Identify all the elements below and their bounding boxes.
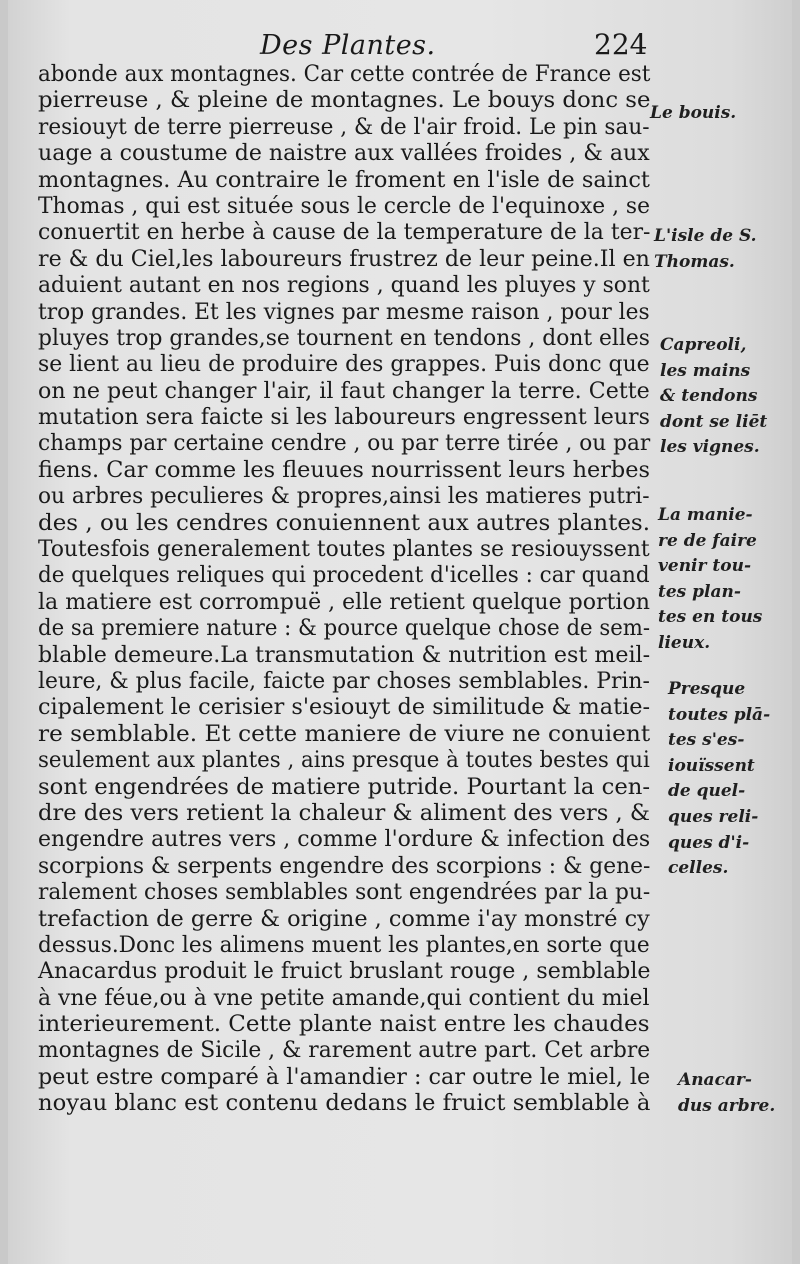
body-text bbox=[38, 62, 658, 1118]
text-line: re & du Ciel,les laboureurs frustrez de leur peine.Il en bbox=[38, 246, 650, 272]
text-line: interieurement. Cette plante naist entre les chaudes bbox=[38, 1012, 650, 1038]
running-title: Des Plantes. bbox=[260, 30, 436, 61]
text-line: pierreuse , & pleine de montagnes. Le bouys donc se bbox=[38, 88, 651, 114]
text-line: trefaction de gerre & origine , comme i'ay monstré cy bbox=[38, 906, 650, 932]
text-line: dessus.Donc les alimens muent les plantes,en sorte que bbox=[38, 932, 650, 958]
margin-note-line: iouïssent bbox=[668, 755, 755, 776]
text-line: Anacardus produit le fruict bruslant rouge , semblable bbox=[38, 959, 651, 985]
margin-note-line: tes plan- bbox=[658, 581, 741, 602]
text-line: champs par certaine cendre , ou par terre tirée , ou par bbox=[38, 431, 651, 457]
text-line: sont engendrées de matiere putride. Pourtant la cen- bbox=[38, 774, 651, 800]
text-line: ou arbres peculieres & propres,ainsi les matieres putri- bbox=[38, 484, 650, 510]
margin-note-maniere bbox=[658, 503, 762, 657]
margin-note-line: lieux. bbox=[658, 632, 711, 653]
text-line: uage a coustume de naistre aux vallées froides , & aux bbox=[38, 141, 650, 167]
text-line: trop grandes. Et les vignes par mesme raison , pour les bbox=[38, 299, 650, 325]
text-line: engendre autres vers , comme l'ordure & infection des bbox=[38, 827, 651, 853]
text-line: resiouyt de terre pierreuse , & de l'air froid. Le pin sau- bbox=[38, 114, 650, 140]
text-line: fiens. Car comme les fleuues nourrissent leurs herbes bbox=[38, 457, 650, 483]
margin-note-capreoli bbox=[660, 333, 767, 461]
margin-note-anacardus bbox=[678, 1068, 775, 1119]
margin-note-line: Thomas. bbox=[654, 251, 735, 272]
margin-note-line: L'isle de S. bbox=[654, 226, 757, 246]
text-line: dre des vers retient la chaleur & aliment des vers , & bbox=[38, 800, 651, 826]
book-page bbox=[8, 0, 792, 1264]
text-line: noyau blanc est contenu dedans le fruict semblable à bbox=[38, 1091, 651, 1117]
text-line: peut estre comparé à l'amandier : car outre le miel, le bbox=[38, 1064, 651, 1090]
margin-note-line: les vignes. bbox=[660, 437, 760, 458]
margin-note-line: dont se liēt bbox=[660, 411, 768, 432]
margin-note-line: Presque bbox=[668, 679, 746, 699]
margin-note-line: venir tou- bbox=[658, 556, 751, 577]
margin-note-line: Capreoli, bbox=[660, 335, 747, 355]
text-line: scorpions & serpents engendre des scorpions : & gene- bbox=[38, 853, 651, 879]
text-line: de sa premiere nature : & pource quelque chose de sem- bbox=[38, 616, 651, 642]
margin-note-line: tes s'es- bbox=[668, 730, 745, 751]
margin-note-line: re de faire bbox=[658, 530, 757, 551]
page-number: 224 bbox=[594, 28, 648, 61]
margin-note-line: tes en tous bbox=[658, 607, 763, 628]
text-line: re semblable. Et cette maniere de viure ne conuient bbox=[38, 721, 651, 747]
margin-note-line: de quel- bbox=[668, 781, 746, 802]
text-line: Toutesfois generalement toutes plantes se resiouyssent bbox=[38, 537, 650, 563]
text-line: montagnes. Au contraire le froment en l'isle de sainct bbox=[38, 167, 650, 193]
text-line: blable demeure.La transmutation & nutrition est meil- bbox=[38, 642, 651, 668]
margin-note-line: La manie- bbox=[658, 505, 753, 525]
margin-note-line: dus arbre. bbox=[678, 1095, 776, 1116]
text-line: pluyes trop grandes,se tournent en tendons , dont elles bbox=[38, 325, 650, 351]
margin-note-line: Le bouis. bbox=[650, 103, 737, 123]
text-line: mutation sera faicte si les laboureurs engressent leurs bbox=[38, 405, 650, 431]
margin-note-line: les mains bbox=[660, 360, 751, 381]
margin-note-isle-thomas bbox=[654, 224, 757, 275]
margin-note-line: ques d'i- bbox=[668, 832, 750, 853]
text-line: se lient au lieu de produire des grappes. Puis donc que bbox=[38, 352, 650, 378]
margin-note-bouis bbox=[650, 101, 736, 127]
text-line: Thomas , qui est située sous le cercle de l'equinoxe , se bbox=[38, 193, 651, 219]
text-line: cipalement le cerisier s'esiouyt de similitude & matie- bbox=[38, 695, 651, 721]
margin-note-line: & tendons bbox=[660, 386, 758, 407]
text-line: on ne peut changer l'air, il faut changer la terre. Cette bbox=[38, 378, 650, 404]
text-line: leure, & plus facile, faicte par choses semblables. Prin- bbox=[38, 668, 650, 694]
text-line: aduient autant en nos regions , quand les pluyes y sont bbox=[38, 273, 650, 299]
margin-note-presque bbox=[668, 677, 770, 882]
text-line: ralement choses semblables sont engendrées par la pu- bbox=[38, 880, 651, 906]
text-line: la matiere est corrompuë , elle retient quelque portion bbox=[38, 589, 650, 615]
text-line: conuertit en herbe à cause de la temperature de la ter- bbox=[38, 220, 651, 246]
text-line: à vne féue,ou à vne petite amande,qui contient du miel bbox=[38, 985, 650, 1011]
margin-note-line: Anacar- bbox=[678, 1070, 752, 1090]
text-line: de quelques reliques qui procedent d'icelles : car quand bbox=[38, 563, 650, 589]
margin-note-line: toutes plā- bbox=[668, 704, 771, 725]
text-line: seulement aux plantes , ains presque à toutes bestes qui bbox=[38, 748, 650, 774]
margin-note-line: ques reli- bbox=[668, 806, 759, 827]
text-line: montagnes de Sicile , & rarement autre part. Cet arbre bbox=[38, 1038, 651, 1064]
text-line: abonde aux montagnes. Car cette contrée de France est bbox=[38, 62, 651, 87]
margin-note-line: celles. bbox=[668, 858, 729, 879]
text-line: des , ou les cendres conuiennent aux autres plantes. bbox=[38, 510, 651, 536]
